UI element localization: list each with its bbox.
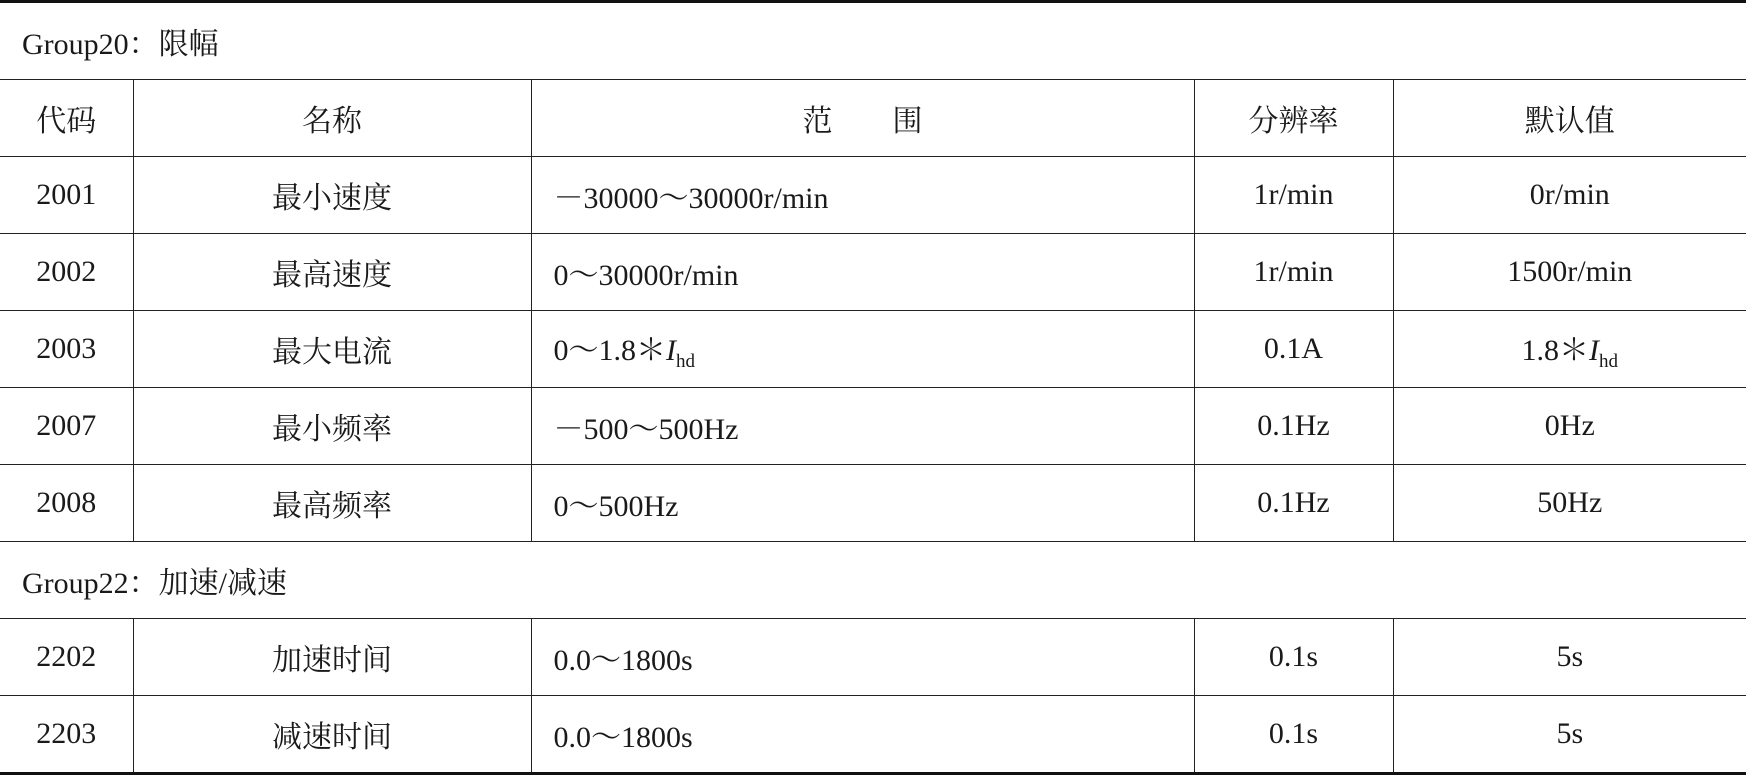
table-row — [0, 619, 1746, 696]
header-default: 默认值 — [1393, 80, 1746, 157]
cell-resolution: 0.1A — [1194, 311, 1393, 388]
header-code: 代码 — [0, 80, 133, 157]
column-header-row — [0, 80, 1746, 157]
current-subscript: hd — [676, 351, 695, 372]
cell-range — [531, 311, 1194, 388]
group-header-row — [0, 542, 1746, 619]
cell-name: 最高速度 — [133, 234, 531, 311]
cell-code: 2202 — [0, 619, 133, 696]
cell-default: 0r/min — [1393, 157, 1746, 234]
table-row — [0, 311, 1746, 388]
header-range: 范 围 — [531, 80, 1194, 157]
cell-default: 1500r/min — [1393, 234, 1746, 311]
current-symbol: I — [1589, 334, 1600, 367]
current-symbol: I — [666, 334, 676, 367]
current-subscript: hd — [1599, 351, 1619, 372]
cell-resolution: 1r/min — [1194, 234, 1393, 311]
cell-default: 5s — [1393, 696, 1746, 774]
cell-default: 0Hz — [1393, 388, 1746, 465]
cell-name: 最小频率 — [133, 388, 531, 465]
cell-name: 加速时间 — [133, 619, 531, 696]
cell-default — [1393, 311, 1746, 388]
table-row — [0, 465, 1746, 542]
cell-resolution: 0.1s — [1194, 619, 1393, 696]
cell-resolution: 0.1Hz — [1194, 388, 1393, 465]
cell-range: －500～500Hz — [531, 388, 1194, 465]
cell-code: 2203 — [0, 696, 133, 774]
cell-name: 减速时间 — [133, 696, 531, 774]
cell-resolution: 0.1Hz — [1194, 465, 1393, 542]
range-prefix: 0～1.8＊ — [553, 334, 666, 367]
default-prefix: 1.8＊ — [1521, 334, 1590, 367]
table-row — [0, 388, 1746, 465]
group-title: Group20：限幅 — [0, 2, 1746, 80]
cell-code: 2008 — [0, 465, 133, 542]
cell-code: 2003 — [0, 311, 133, 388]
table-row — [0, 234, 1746, 311]
cell-code: 2002 — [0, 234, 133, 311]
group-title: Group22：加速/减速 — [0, 542, 1746, 619]
cell-range: －30000～30000r/min — [531, 157, 1194, 234]
cell-range: 0.0～1800s — [531, 619, 1194, 696]
cell-range: 0.0～1800s — [531, 696, 1194, 774]
cell-default: 50Hz — [1393, 465, 1746, 542]
cell-resolution: 1r/min — [1194, 157, 1393, 234]
cell-code: 2007 — [0, 388, 133, 465]
group-header-row — [0, 2, 1746, 80]
cell-name: 最小速度 — [133, 157, 531, 234]
cell-range: 0～500Hz — [531, 465, 1194, 542]
table-row — [0, 157, 1746, 234]
cell-default: 5s — [1393, 619, 1746, 696]
cell-resolution: 0.1s — [1194, 696, 1393, 774]
cell-name: 最大电流 — [133, 311, 531, 388]
cell-name: 最高频率 — [133, 465, 531, 542]
header-name: 名称 — [133, 80, 531, 157]
cell-range: 0～30000r/min — [531, 234, 1194, 311]
cell-code: 2001 — [0, 157, 133, 234]
table-row — [0, 696, 1746, 774]
header-resolution: 分辨率 — [1194, 80, 1393, 157]
